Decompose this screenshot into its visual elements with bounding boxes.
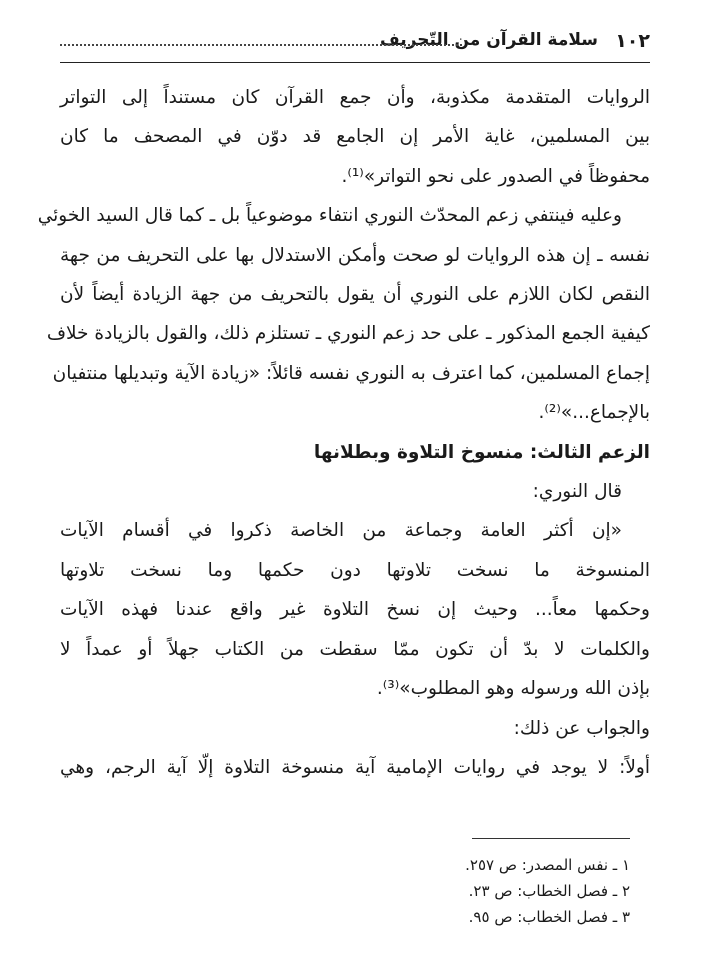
body-line: النقص لكان اللازم على النوري أن يقول بالتحريف من جهة الزيادة أيضاً لأن	[60, 284, 650, 306]
body-line: بالإجماع...»⁽²⁾.	[538, 402, 650, 424]
footnote: ١ ـ نفس المصدر: ص ٢٥٧.	[465, 856, 630, 874]
quote-line: وحكمها معاً... وحيث إن نسخ التلاوة غير واقع عندنا فهذه الآيات	[60, 599, 650, 621]
running-title: سلامة القرآن من التّحريف	[379, 30, 598, 50]
body-line: كيفية الجمع المذكور ـ على حد زعم النوري ـ تستلزم ذلك، والقول بالزيادة خلاف	[46, 323, 650, 345]
footnote-separator	[472, 838, 630, 839]
header-dot-leader	[60, 44, 462, 46]
body-line: أولاً: لا يوجد في روايات الإمامية آية منسوخة التلاوة إلّا آية الرجم، وهي	[60, 756, 650, 778]
body-line: وعليه فينتفي زعم المحدّث النوري انتفاء موضوعياً بل ـ كما قال السيد الخوئي	[37, 205, 622, 227]
body-line: محفوظاً في الصدور على نحو التواتر»⁽¹⁾.	[341, 165, 650, 187]
footnote: ٣ ـ فصل الخطاب: ص ٩٥.	[468, 908, 630, 926]
quote-line: «إن أكثر العامة وجماعة من الخاصة ذكروا في أقسام الآيات	[60, 520, 622, 542]
body-line: والجواب عن ذلك:	[513, 717, 650, 739]
body-line: إجماع المسلمين، كما اعترف به النوري نفسه قائلاً: «زيادة الآية وتبديلها منتفيان	[52, 362, 650, 384]
footnotes	[465, 852, 630, 930]
body-text	[37, 78, 650, 787]
header-rule	[60, 62, 650, 63]
quote-line: والكلمات لا بدّ أن تكون ممّا سقطت من الكتاب جهلاً أو عمداً لا	[60, 638, 650, 660]
quote-line: المنسوخة ما نسخت تلاوتها دون حكمها وما نسخت تلاوتها	[60, 559, 650, 581]
body-line: بين المسلمين، غاية الأمر إن الجامع قد دوّن في المصحف ما كان	[60, 126, 650, 148]
page-number: ١٠٢	[615, 30, 650, 52]
body-line: قال النوري:	[532, 481, 622, 503]
body-line: الروايات المتقدمة مكذوبة، وأن جمع القرآن كان مستنداً إلى التواتر	[60, 87, 650, 108]
quote-line: بإذن الله ورسوله وهو المطلوب»⁽³⁾.	[376, 678, 650, 700]
page-header	[60, 30, 650, 60]
section-heading: الزعم الثالث: منسوخ التلاوة وبطلانها	[313, 441, 650, 463]
body-line: نفسه ـ إن هذه الروايات لو صحت وأمكن الاستدلال بها على التحريف من جهة	[60, 244, 650, 266]
footnote: ٢ ـ فصل الخطاب: ص ٢٣.	[468, 882, 630, 900]
